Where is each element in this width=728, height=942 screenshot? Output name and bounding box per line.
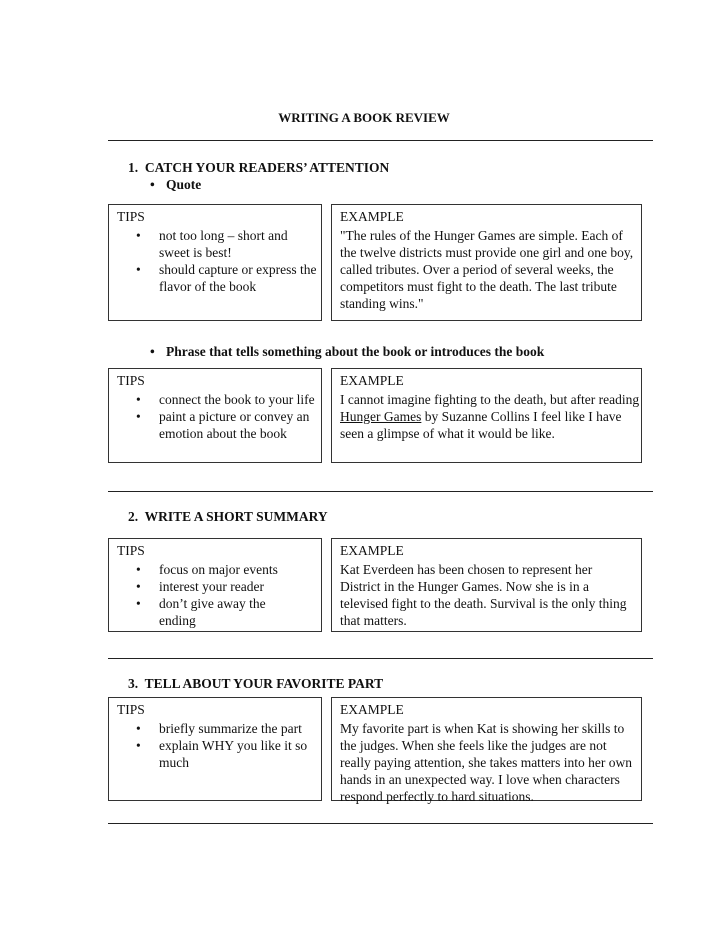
phrase-tips-box	[108, 368, 322, 463]
tips-label: TIPS	[117, 373, 145, 388]
page-title: WRITING A BOOK REVIEW	[278, 110, 450, 125]
section-3-heading: 3. TELL ABOUT YOUR FAVORITE PART	[128, 676, 384, 691]
favorite-example-box	[331, 697, 642, 804]
bullet-icon: •	[136, 721, 141, 736]
list-item: • paint a picture or convey an emotion about the book	[136, 409, 310, 441]
bullet-icon: •	[136, 596, 141, 611]
example-label: EXAMPLE	[340, 209, 404, 224]
list-item: • connect the book to your life	[136, 392, 315, 407]
list-item: • don’t give away the ending	[136, 596, 266, 628]
section-1-heading: 1. CATCH YOUR READERS’ ATTENTION	[128, 160, 390, 175]
bullet-icon: •	[150, 177, 155, 192]
tips-label: TIPS	[117, 702, 145, 717]
section-2-heading: 2. WRITE A SHORT SUMMARY	[128, 509, 328, 524]
bullet-icon: •	[136, 409, 141, 424]
example-text: "The rules of the Hunger Games are simple. Each of the twelve districts must provide one girl and one boy, called tributes. Over a period of several weeks, the competitors must fight to the death. The last tribute standing wins."	[340, 228, 634, 311]
example-label: EXAMPLE	[340, 702, 404, 717]
bullet-phrase: • Phrase that tells something about the book or introduces the book	[150, 344, 545, 359]
favorite-tips-box	[108, 697, 322, 801]
bullet-icon: •	[136, 228, 141, 243]
example-text: I cannot imagine fighting to the death, but after reading Hunger Games by Suzanne Collins I feel like I have seen a glimpse of what it would be like.	[340, 392, 640, 441]
bullet-icon: •	[136, 738, 141, 753]
example-text: My favorite part is when Kat is showing her skills to the judges. When she feels like the judges are not really paying attention, she takes matters into her own hands in an unexpected way. I love when characters respond perfectly to hard situations.	[340, 721, 633, 804]
divider	[108, 658, 653, 659]
list-item: • focus on major events	[136, 562, 278, 577]
phrase-example-box	[331, 368, 642, 463]
book-title: Hunger Games	[340, 409, 422, 424]
bullet-quote: • Quote	[150, 177, 202, 192]
quote-tips-box	[108, 204, 322, 321]
tips-list	[109, 561, 279, 629]
example-label: EXAMPLE	[340, 373, 404, 388]
bullet-icon: •	[136, 262, 141, 277]
bullet-icon: •	[136, 392, 141, 407]
divider	[108, 491, 653, 492]
tips-label: TIPS	[117, 209, 145, 224]
bullet-icon: •	[150, 344, 155, 359]
tips-list	[109, 720, 317, 771]
example-label: EXAMPLE	[340, 543, 404, 558]
divider	[108, 140, 653, 141]
bullet-icon: •	[136, 562, 141, 577]
tips-list	[109, 391, 317, 442]
tips-list	[109, 227, 317, 295]
list-item: • interest your reader	[136, 579, 264, 594]
list-item: • not too long – short and sweet is best!	[136, 228, 288, 260]
quote-example-box	[331, 204, 642, 321]
list-item: • explain WHY you like it so much	[136, 738, 308, 770]
list-item: • should capture or express the flavor of the book	[136, 262, 317, 294]
summary-example-box	[331, 538, 642, 632]
tips-label: TIPS	[117, 543, 145, 558]
summary-tips-box	[108, 538, 322, 632]
list-item: • briefly summarize the part	[136, 721, 302, 736]
bullet-icon: •	[136, 579, 141, 594]
example-text: Kat Everdeen has been chosen to represent her District in the Hunger Games. Now she is in a televised fight to the death. Survival is the only thing that matters.	[340, 562, 627, 628]
divider	[108, 823, 653, 824]
